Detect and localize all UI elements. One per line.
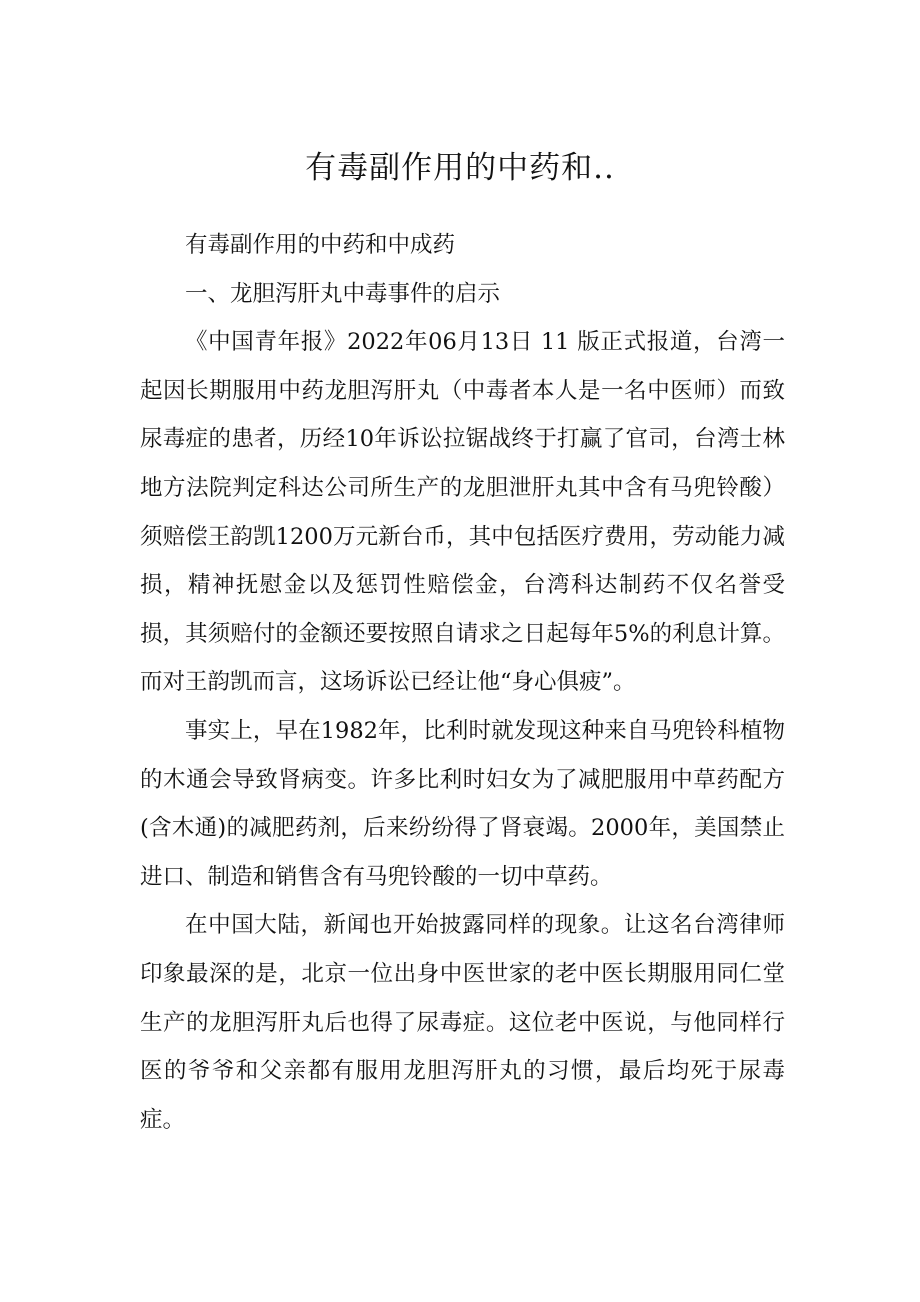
heading-subtitle: 有毒副作用的中药和中成药 [185, 232, 456, 258]
document-body [140, 221, 785, 1144]
body-paragraph: 事实上，早在1982年，比利时就发现这种来自马兜铃科植物的木通会导致肾病变。许多比利时妇女为了减肥服用中草药配方(含木通)的减肥药剂，后来纷纷得了肾衰竭。2000年，美国禁止进口、制造和销售含有马兜铃酸的一切中草药。 [140, 717, 785, 890]
body-paragraph: 在中国大陆，新闻也开始披露同样的现象。让这名台湾律师印象最深的是，北京一位出身中医世家的老中医长期服用同仁堂生产的龙胆泻肝丸后也得了尿毒症。这位老中医说，与他同样行医的爷爷和父亲都有服用龙胆泻肝丸的习惯，最后均死于尿毒症。 [140, 912, 785, 1133]
document-title: 有毒副作用的中药和.. [305, 150, 615, 186]
body-paragraph: 《中国青年报》2022年06月13日 11 版正式报道，台湾一起因长期服用中药龙胆泻肝丸（中毒者本人是一名中医师）而致尿毒症的患者，历经10年诉讼拉锯战终于打赢了官司，台湾士林地方法院判定科达公司所生产的龙胆泄肝丸其中含有马兜铃酸）须赔偿王韵凯1200万元新台币，其中包括医疗费用，劳动能力减损，精神抚慰金以及惩罚性赔偿金，台湾科达制药不仅名誉受损，其须赔付的金额还要按照自请求之日起每年5%的利息计算。而对王韵凯而言，这场诉讼已经让他“身心俱疲”。 [140, 329, 785, 696]
section-heading: 一、龙胆泻肝丸中毒事件的启示 [185, 280, 501, 307]
